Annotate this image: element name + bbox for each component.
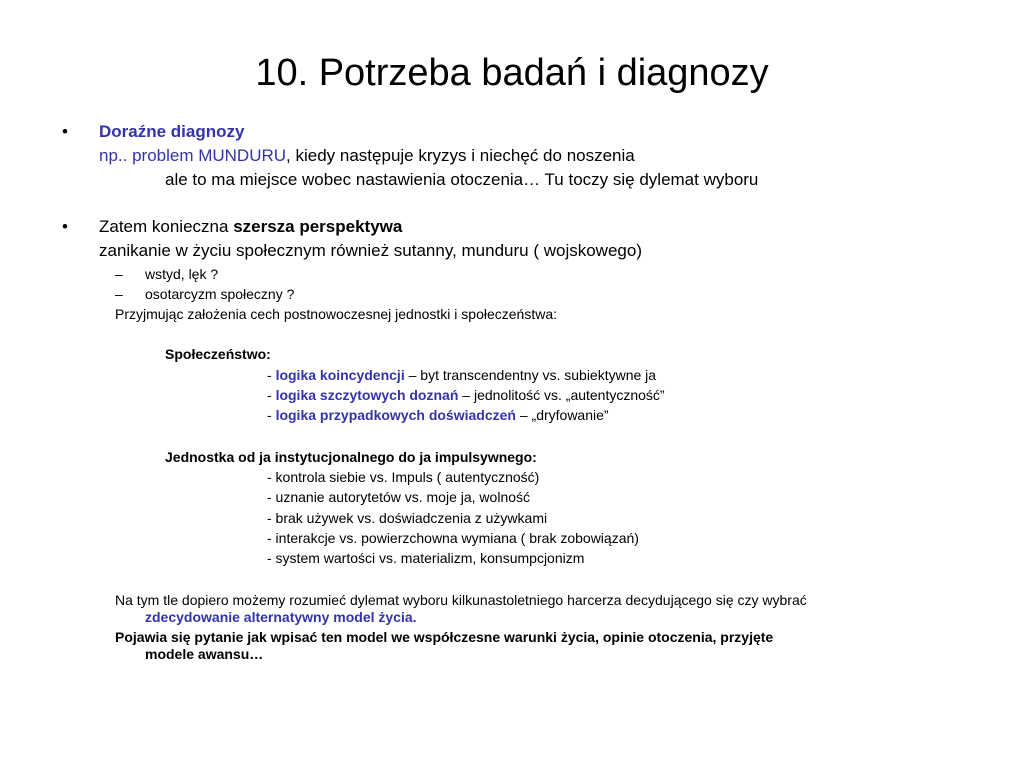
individual-item-wartosci: - system wartości vs. materializm, konsumpcjonizm bbox=[267, 550, 585, 566]
bullet-1: • bbox=[62, 122, 68, 141]
society-item-koincydencji bbox=[267, 367, 656, 383]
item-prefix: - bbox=[267, 367, 276, 383]
individual-item-uzywki: - brak używek vs. doświadczenia z używkami bbox=[267, 510, 548, 526]
item-prefix: - bbox=[267, 407, 276, 423]
society-item-doswiadczen bbox=[267, 407, 609, 423]
slide-title: 10. Potrzeba badań i diagnozy bbox=[255, 52, 769, 94]
munduru-rest: , kiedy następuje kryzys i niechęć do noszenia bbox=[286, 146, 635, 165]
conclusion-p2-line2: modele awansu… bbox=[145, 646, 264, 662]
sub-item-ostracyzm: osotarcyzm społeczny ? bbox=[145, 286, 295, 302]
term-doznan: logika szczytowych doznań bbox=[275, 387, 459, 403]
term-koincydencji: logika koincydencji bbox=[275, 367, 405, 383]
item-rest: – byt transcendentny vs. subiektywne ja bbox=[404, 367, 657, 383]
item-prefix: - bbox=[267, 387, 276, 403]
munduru-example: np.. problem MUNDURU bbox=[99, 146, 287, 165]
line-zatem bbox=[99, 217, 402, 237]
conclusion-p1-line1: Na tym tle dopiero możemy rozumieć dylemat wyboru kilkunastoletniego harcerza decydującego się czy wybrać bbox=[115, 592, 807, 608]
zatem-lead: Zatem konieczna bbox=[99, 217, 234, 236]
individual-item-interakcje: - interakcje vs. powierzchowna wymiana ( brak zobowiązań) bbox=[267, 530, 639, 546]
conclusion-p1-line2: zdecydowanie alternatywny model życia. bbox=[145, 609, 417, 625]
society-item-doznan bbox=[267, 387, 665, 403]
bullet-2: • bbox=[62, 217, 68, 236]
line-munduru bbox=[99, 146, 635, 166]
conclusion-p2-line1: Pojawia się pytanie jak wpisać ten model we współczesne warunki życia, opinie otoczenia, przyjęte bbox=[115, 629, 774, 645]
term-doswiadczen: logika przypadkowych doświadczeń bbox=[275, 407, 516, 423]
sub-item-wstyd: wstyd, lęk ? bbox=[145, 266, 219, 282]
individual-item-kontrola: - kontrola siebie vs. Impuls ( autentyczność) bbox=[267, 469, 540, 485]
line-przyjmujac: Przyjmując założenia cech postnowoczesnej jednostki i społeczeństwa: bbox=[115, 306, 557, 322]
line-zanikanie: zanikanie w życiu społecznym również sutanny, munduru ( wojskowego) bbox=[99, 241, 642, 260]
dash-1: – bbox=[115, 266, 123, 282]
item-rest: – „dryfowanie” bbox=[515, 407, 609, 423]
heading-jednostka: Jednostka od ja instytucjonalnego do ja impulsywnego: bbox=[165, 449, 537, 465]
individual-item-autorytety: - uznanie autorytetów vs. moje ja, wolność bbox=[267, 489, 531, 505]
heading-spoleczenstwo: Społeczeństwo: bbox=[165, 346, 271, 362]
heading-dorazne-diagnozy: Doraźne diagnozy bbox=[99, 122, 245, 141]
zatem-bold: szersza perspektywa bbox=[233, 217, 403, 236]
line-dylemat: ale to ma miejsce wobec nastawienia otoczenia… Tu toczy się dylemat wyboru bbox=[165, 170, 759, 189]
dash-2: – bbox=[115, 286, 123, 302]
item-rest: – jednolitość vs. „autentyczność” bbox=[458, 387, 665, 403]
